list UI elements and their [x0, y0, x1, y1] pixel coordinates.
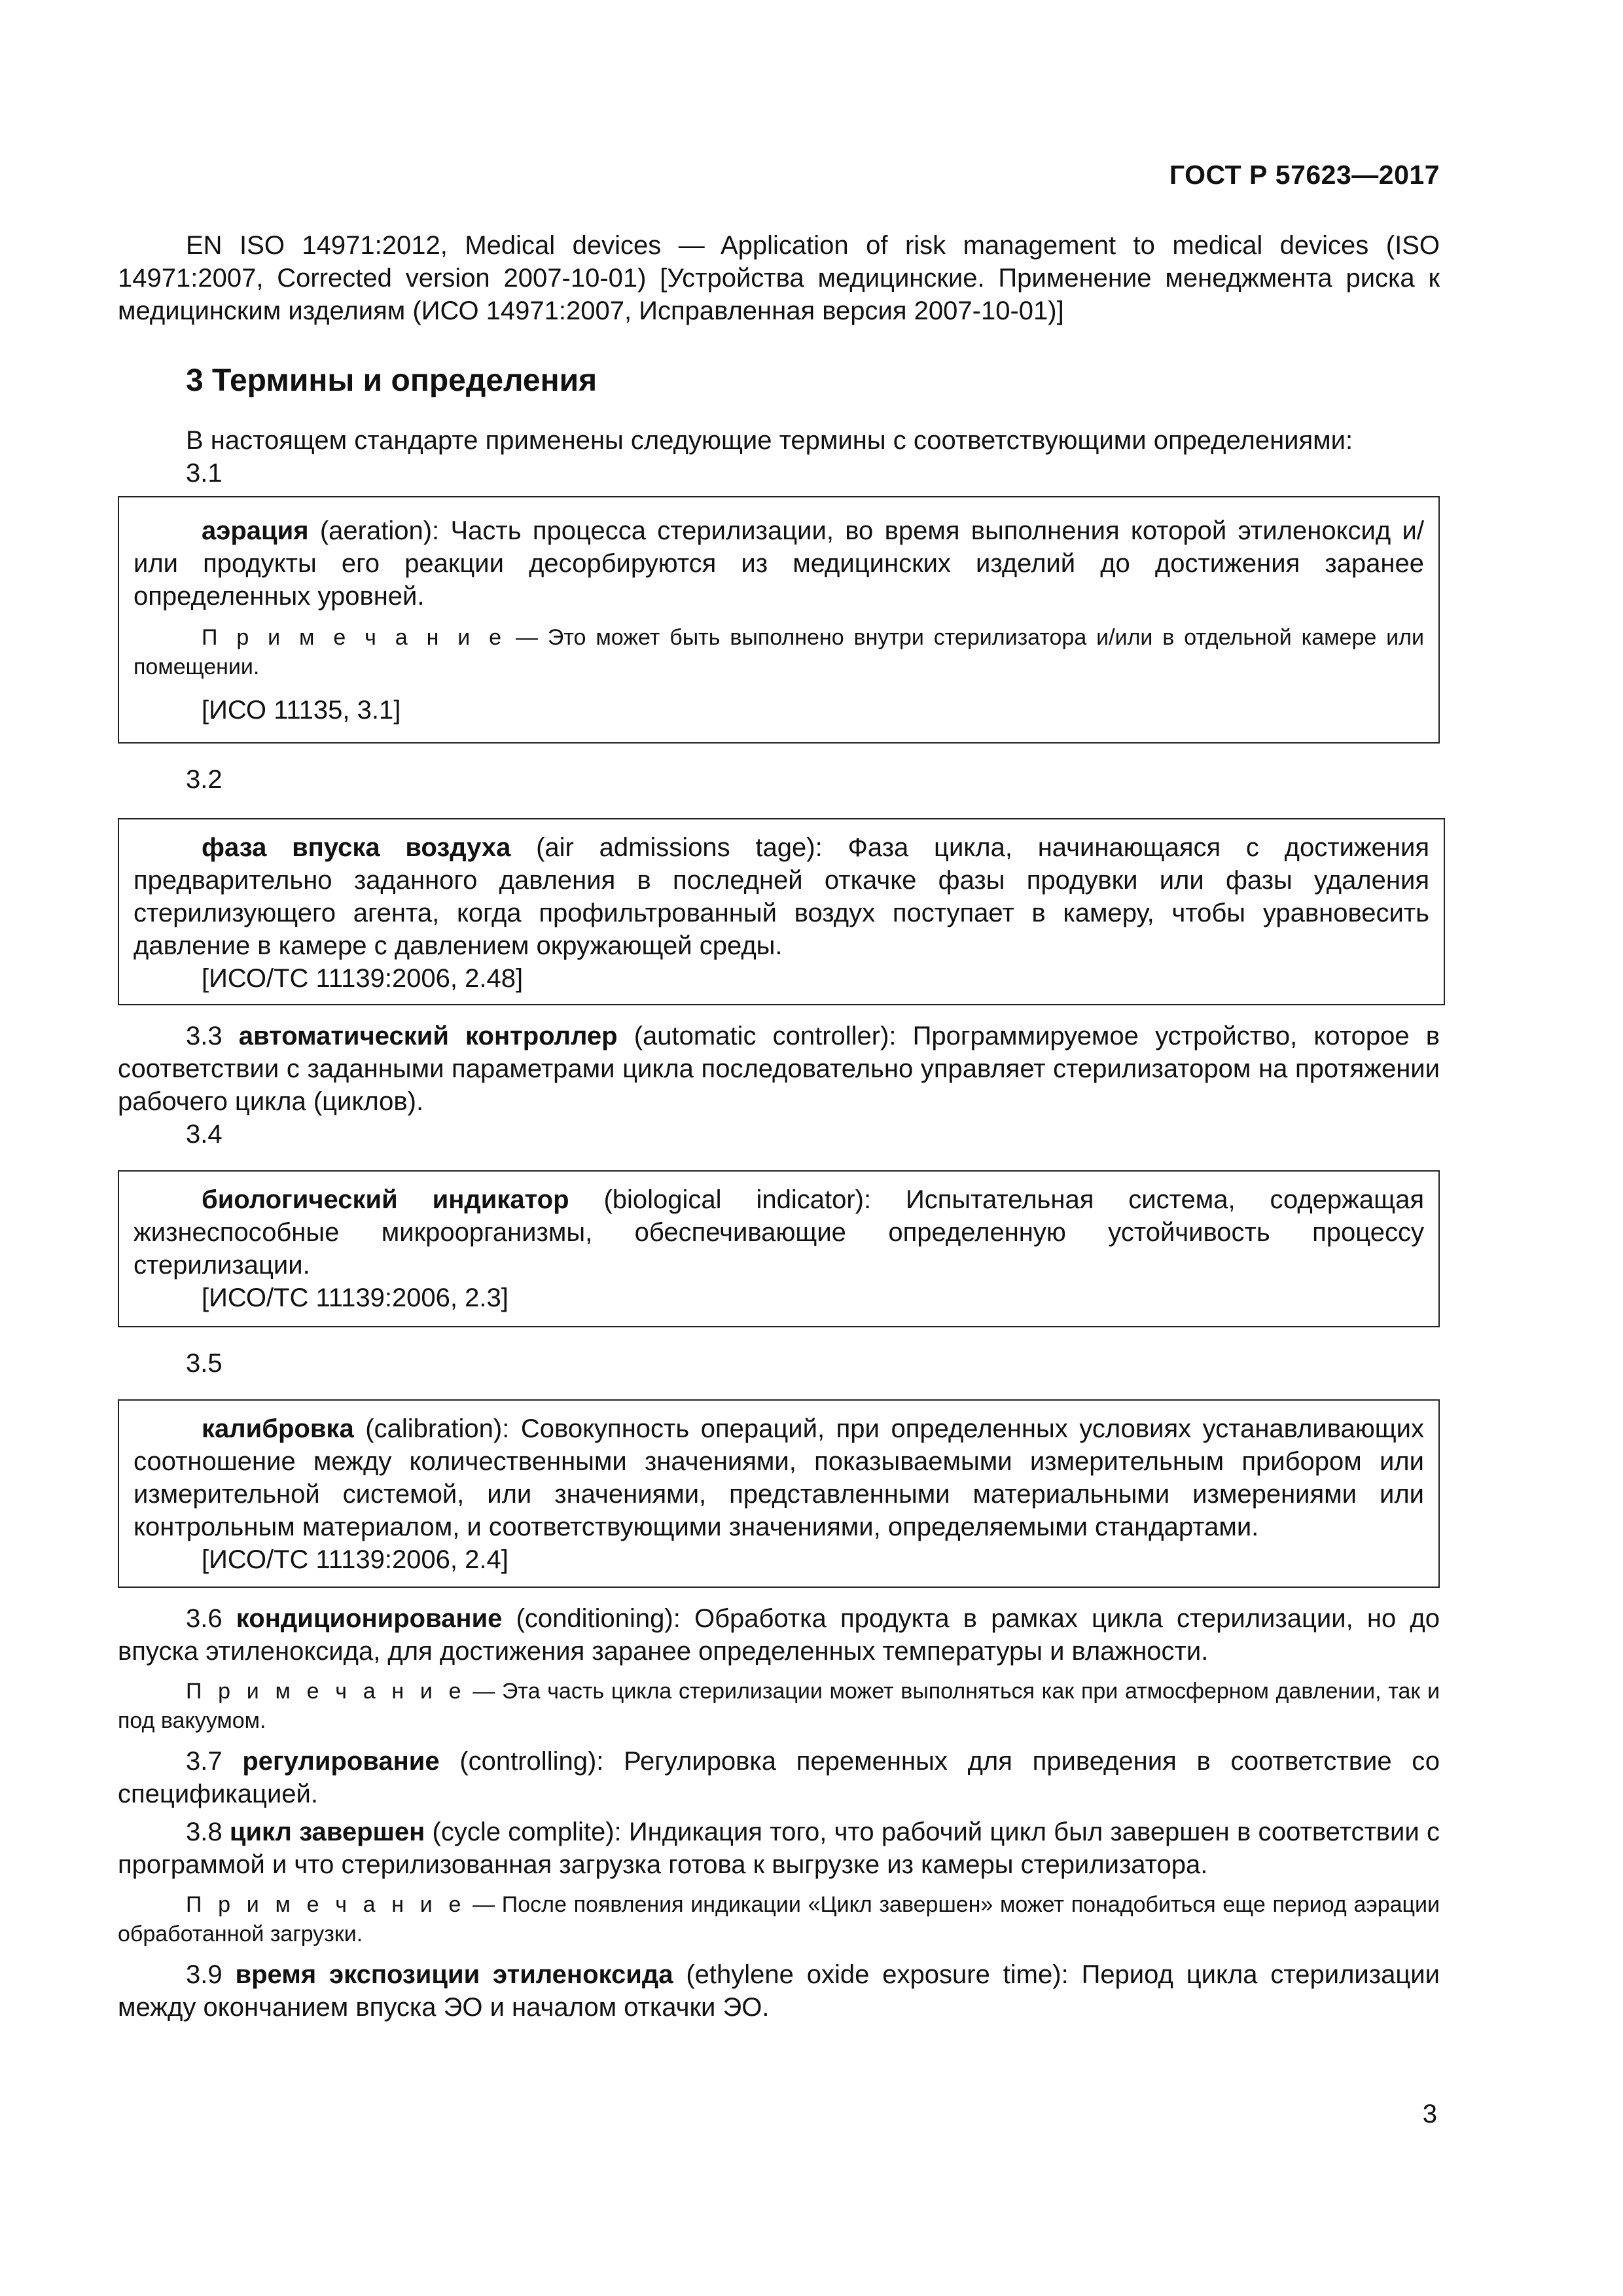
- term-box-3-4: [118, 1170, 1440, 1327]
- term-box-3-5: [118, 1399, 1440, 1588]
- term-name: калибровка: [202, 1414, 354, 1443]
- note-text: — После появления индикации «Цикл завершен» может понадобиться еще период аэрации обработанной загрузки.: [118, 1892, 1440, 1946]
- term-definition-3-3: [118, 1020, 1440, 1118]
- term-number: 3.8: [186, 1818, 223, 1846]
- term-number: 3.3: [186, 1022, 223, 1050]
- term-english: (calibration):: [365, 1414, 510, 1443]
- term-text: Период цикла стерилизации между окончанием впуска ЭО и началом откачки ЭО.: [118, 1960, 1440, 2022]
- note-label: П р и м е ч а н и е: [186, 1892, 466, 1917]
- term-definition-3-7: [118, 1745, 1440, 1810]
- section-title: 3 Термины и определения: [186, 363, 597, 398]
- page-number: 3: [1422, 2100, 1437, 2128]
- page-content: [118, 229, 1440, 2024]
- document-code-header: ГОСТ Р 57623—2017: [1169, 160, 1440, 190]
- term-text: Программируемое устройство, которое в соответствии с заданными параметрами цикла последовательно управляет стерилизатором на протяжении рабочего цикла (циклов).: [118, 1022, 1440, 1116]
- term-number-3-2: 3.2: [186, 765, 223, 794]
- term-name: фаза впуска воздуха: [202, 833, 511, 862]
- term-name: регулирование: [242, 1747, 440, 1776]
- term-name: аэрация: [202, 516, 309, 545]
- term-number: 3.9: [186, 1960, 223, 1989]
- term-english: (automatic controller):: [633, 1022, 897, 1050]
- normative-reference-paragraph: EN ISO 14971:2012, Medical devices — Application of risk management to medical devices (ISO 14971:2007, Corrected version 2007-10-01) [Устройства медицинские. Применение менеджмента риска к медицинским изделиям (ИСО 14971:2007, Исправленная версия 2007-10-01)]: [118, 231, 1440, 325]
- term-name: время экспозиции этиленоксида: [235, 1960, 673, 1989]
- term-text: Регулировка переменных для приведения в соответствие со спецификацией.: [118, 1747, 1440, 1808]
- term-name: цикл завершен: [229, 1818, 425, 1846]
- term-name: биологический индикатор: [202, 1185, 569, 1214]
- term-source-3-2: [ИСО/ТС 11139:2006, 2.48]: [202, 964, 524, 993]
- term-note-3-1: [134, 623, 1424, 682]
- note-text: — Это может быть выполнено внутри стерилизатора и/или в отдельной камере или помещении.: [134, 625, 1424, 679]
- term-text: Часть процесса стерилизации, во время выполнения которой этиленоксид и/или продукты его реакции десорбируются из медицинских изделий до достижения заранее определенных уровней.: [134, 516, 1424, 611]
- term-name: кондиционирование: [236, 1604, 503, 1633]
- term-definition-3-4: [134, 1183, 1424, 1282]
- term-source-3-4: [ИСО/ТС 11139:2006, 2.3]: [202, 1283, 508, 1312]
- term-number-3-5: 3.5: [186, 1349, 223, 1378]
- term-source-3-5: [ИСО/ТС 11139:2006, 2.4]: [202, 1545, 508, 1574]
- term-text: Испытательная система, содержащая жизнеспособные микроорганизмы, обеспечивающие определенную устойчивость процессу стерилизации.: [134, 1185, 1424, 1280]
- term-definition-3-5: [134, 1412, 1424, 1543]
- term-number: 3.7: [186, 1747, 223, 1776]
- term-english: (cycle complite):: [432, 1818, 622, 1846]
- term-definition-3-1: [134, 514, 1424, 613]
- note-label: П р и м е ч а н и е: [186, 1679, 466, 1704]
- term-text: Совокупность операций, при определенных условиях устанавливающих соотношение между количественными значениями, показываемыми измерительным прибором или измерительной системой, или значениями, представленными материальными измерениями или контрольным материалом, и соответствующими значениями, определяемыми стандартами.: [134, 1414, 1424, 1541]
- term-definition-3-6: [118, 1602, 1440, 1668]
- term-source-3-1: [ИСО 11135, 3.1]: [202, 696, 401, 725]
- note-label: П р и м е ч а н и е: [202, 625, 507, 650]
- term-english: (conditioning):: [516, 1604, 681, 1633]
- term-text: Индикация того, что рабочий цикл был завершен в соответствии с программой и что стерилизованная загрузка готова к выгрузке из камеры стерилизатора.: [118, 1818, 1440, 1879]
- term-box-3-1: [118, 496, 1440, 744]
- note-text: — Эта часть цикла стерилизации может выполняться как при атмосферном давлении, так и под вакуумом.: [118, 1679, 1440, 1733]
- term-definition-3-9: [118, 1958, 1440, 2024]
- term-english: (ethylene oxide exposure time):: [686, 1960, 1069, 1989]
- term-box-3-2: [118, 818, 1445, 1005]
- term-text: Фаза цикла, начинающаяся с достижения предварительно заданного давления в последней откачке фазы продувки или фазы удаления стерилизующего агента, когда профильтрованный воздух поступает в камеру, чтобы уравновесить давление в камере с давлением окружающей среды.: [134, 833, 1430, 960]
- term-definition-3-8: [118, 1816, 1440, 1881]
- term-name: автоматический контроллер: [238, 1022, 618, 1050]
- section-intro: В настоящем стандарте применены следующие термины с соответствующими определениями:: [186, 426, 1353, 455]
- term-note-3-6: [118, 1677, 1440, 1736]
- term-english: (biological indicator):: [603, 1185, 872, 1214]
- term-number-3-1: 3.1: [186, 459, 223, 488]
- term-number: 3.6: [186, 1604, 223, 1633]
- term-english: (aeration):: [319, 516, 440, 545]
- term-definition-3-2: [134, 831, 1429, 962]
- term-english: (air admissions tage):: [536, 833, 823, 862]
- term-number-3-4: 3.4: [186, 1120, 223, 1149]
- term-english: (controlling):: [459, 1747, 604, 1776]
- term-note-3-8: [118, 1890, 1440, 1949]
- term-text: Обработка продукта в рамках цикла стерилизации, но до впуска этиленоксида, для достижения заранее определенных температуры и влажности.: [118, 1604, 1440, 1666]
